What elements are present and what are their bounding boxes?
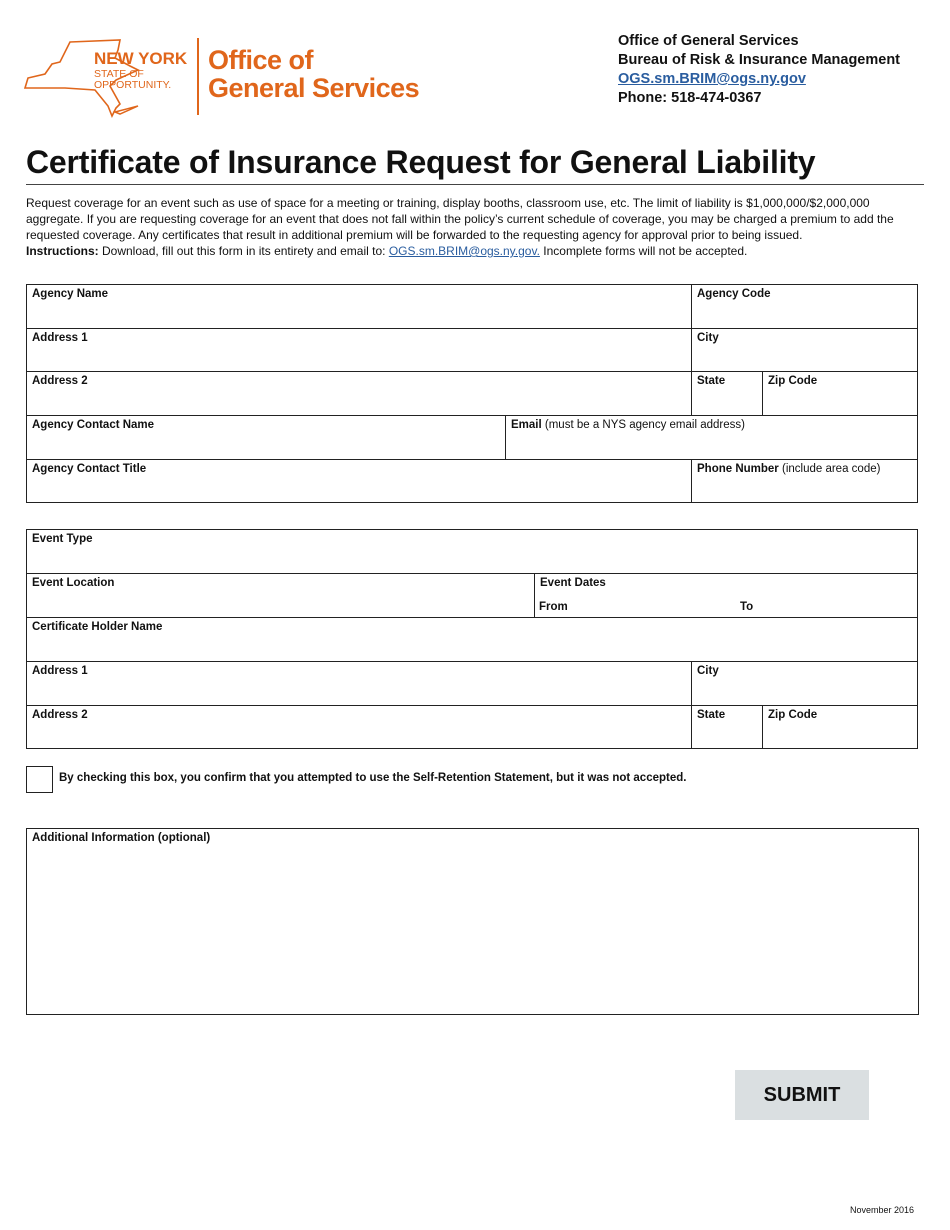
self-retention-checkbox-label: By checking this box, you confirm that you attempted to use the Self-Retention Statement, but it was not accepted. [59, 772, 687, 784]
holder-address2-field[interactable]: Address 2 [26, 705, 692, 749]
logo-new-york: NEW YORK [94, 49, 188, 68]
agency-address2-field[interactable]: Address 2 [26, 371, 692, 416]
logo-office-name: Office of General Services [208, 45, 420, 103]
holder-city-field[interactable]: City [691, 661, 918, 706]
additional-info-field[interactable]: Additional Information (optional) [26, 828, 919, 1015]
holder-address1-field[interactable]: Address 1 [26, 661, 692, 706]
holder-zip-field[interactable]: Zip Code [762, 705, 918, 749]
event-location-field[interactable]: Event Location [26, 573, 535, 618]
agency-code-field[interactable]: Agency Code [691, 284, 918, 329]
agency-state-field[interactable]: State [691, 371, 763, 416]
header-email-link[interactable]: OGS.sm.BRIM@ogs.ny.gov [618, 71, 806, 87]
certificate-holder-name-field[interactable]: Certificate Holder Name [26, 617, 918, 662]
agency-address1-field[interactable]: Address 1 [26, 328, 692, 372]
agency-email-field[interactable]: Email (must be a NYS agency email address) [505, 415, 918, 460]
logo-tagline: STATE OF OPPORTUNITY. [94, 68, 172, 91]
instructions-email-link[interactable]: OGS.sm.BRIM@ogs.ny.gov. [388, 244, 540, 258]
event-dates-field: Event Dates From To [534, 573, 918, 618]
nys-logo [20, 36, 440, 118]
contact-header [618, 32, 900, 108]
agency-city-field[interactable]: City [691, 328, 918, 372]
org-name: Office of General Services [618, 33, 799, 49]
agency-contact-title-field[interactable]: Agency Contact Title [26, 459, 692, 503]
agency-phone-field[interactable]: Phone Number (include area code) [691, 459, 918, 503]
agency-contact-name-field[interactable]: Agency Contact Name [26, 415, 506, 460]
form-date: November 2016 [849, 1205, 914, 1215]
header-phone: Phone: 518-474-0367 [618, 90, 762, 106]
event-type-field[interactable]: Event Type [26, 529, 918, 574]
page-title: Certificate of Insurance Request for General Liability [26, 144, 816, 180]
holder-state-field[interactable]: State [691, 705, 763, 749]
agency-name-field[interactable]: Agency Name [26, 284, 692, 329]
logo-divider [197, 38, 199, 115]
instructions: Instructions: Download, fill out this form in its entirety and email to: OGS.sm.BRIM@ogs.ny.gov. Incomplete forms will not be accepted. [26, 244, 748, 258]
agency-zip-field[interactable]: Zip Code [762, 371, 918, 416]
title-rule [26, 184, 924, 185]
bureau-name: Bureau of Risk & Insurance Management [618, 52, 901, 68]
intro-text: Request coverage for an event such as use of space for a meeting or training, display booths, classroom use, etc. The limit of liability is $1,000,000/$2,000,000 aggregate. If you are requesting coverage for an event that does not fall within the policy’s current schedule of coverage, you may be charged a premium to add the requested coverage. Any certificates that result in additional premium will be forwarded to the requesting agency for approval prior to being issued. [26, 196, 894, 242]
event-to-field[interactable]: To [740, 601, 754, 613]
event-from-field[interactable]: From [539, 601, 568, 613]
submit-button[interactable]: SUBMIT [735, 1070, 869, 1120]
self-retention-checkbox[interactable] [26, 766, 53, 793]
